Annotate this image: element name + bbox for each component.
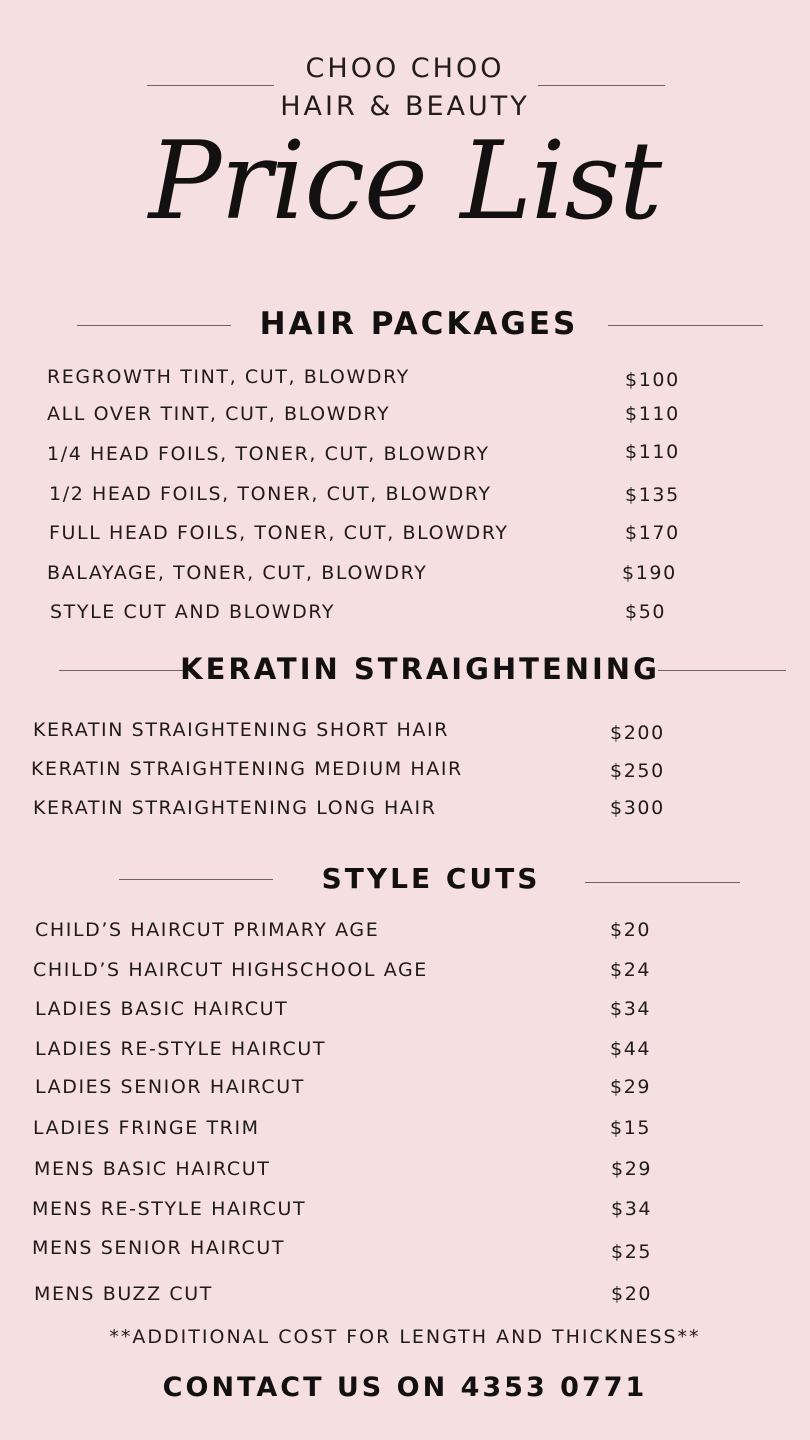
- price-item-name: KERATIN STRAIGHTENING LONG HAIR: [33, 797, 437, 819]
- price-item-price: $34: [610, 998, 652, 1020]
- price-item-price: $15: [610, 1117, 652, 1139]
- price-item-price: $300: [610, 797, 665, 819]
- price-item-price: $24: [610, 959, 652, 981]
- price-item-price: $25: [611, 1241, 653, 1263]
- section-title-keratin: KERATIN STRAIGHTENING: [180, 652, 660, 686]
- price-item-name: KERATIN STRAIGHTENING MEDIUM HAIR: [31, 758, 463, 780]
- price-item-price: $50: [625, 601, 667, 623]
- price-item-name: MENS BASIC HAIRCUT: [34, 1158, 271, 1180]
- price-item-name: LADIES RE-STYLE HAIRCUT: [35, 1038, 327, 1060]
- price-item-name: BALAYAGE, TONER, CUT, BLOWDRY: [47, 562, 428, 584]
- price-item-name: REGROWTH TINT, CUT, BLOWDRY: [47, 366, 410, 388]
- price-item-name: LADIES FRINGE TRIM: [33, 1117, 260, 1139]
- header-rule-right: [538, 85, 665, 86]
- price-item-price: $250: [610, 760, 665, 782]
- price-item-price: $100: [625, 369, 680, 391]
- price-item-name: KERATIN STRAIGHTENING SHORT HAIR: [33, 719, 450, 741]
- page-title: Price List: [148, 119, 662, 244]
- price-item-price: $20: [610, 919, 652, 941]
- additional-cost-note: **ADDITIONAL COST FOR LENGTH AND THICKNESS**: [109, 1326, 701, 1348]
- section-title-hair-packages: HAIR PACKAGES: [259, 306, 579, 342]
- section-title-style-cuts: STYLE CUTS: [321, 862, 541, 895]
- price-item-price: $110: [625, 403, 680, 425]
- price-item-price: $34: [611, 1198, 653, 1220]
- price-item-price: $20: [611, 1283, 653, 1305]
- price-item-price: $200: [610, 722, 665, 744]
- price-item-name: MENS RE-STYLE HAIRCUT: [32, 1198, 307, 1220]
- header-rule-left: [147, 85, 274, 86]
- price-item-name: LADIES SENIOR HAIRCUT: [35, 1076, 305, 1098]
- price-item-name: STYLE CUT AND BLOWDRY: [50, 601, 336, 623]
- brand-name: CHOO CHOO: [305, 53, 505, 84]
- price-item-name: ALL OVER TINT, CUT, BLOWDRY: [47, 403, 391, 425]
- price-item-price: $135: [625, 484, 680, 506]
- price-item-name: LADIES BASIC HAIRCUT: [35, 998, 289, 1020]
- price-item-price: $110: [625, 441, 680, 463]
- price-item-price: $29: [610, 1076, 652, 1098]
- price-item-name: MENS SENIOR HAIRCUT: [32, 1237, 286, 1259]
- price-item-name: FULL HEAD FOILS, TONER, CUT, BLOWDRY: [49, 522, 509, 544]
- contact-phone: CONTACT US ON 4353 0771: [162, 1372, 648, 1403]
- brand-subtitle: HAIR & BEAUTY: [280, 91, 530, 122]
- price-item-price: $190: [622, 562, 677, 584]
- price-item-name: CHILD’S HAIRCUT PRIMARY AGE: [35, 919, 380, 941]
- price-item-name: 1/2 HEAD FOILS, TONER, CUT, BLOWDRY: [49, 483, 492, 505]
- price-item-name: 1/4 HEAD FOILS, TONER, CUT, BLOWDRY: [47, 443, 490, 465]
- price-item-price: $29: [611, 1158, 653, 1180]
- price-item-price: $44: [610, 1038, 652, 1060]
- price-item-price: $170: [625, 522, 680, 544]
- price-item-name: MENS BUZZ CUT: [34, 1283, 213, 1305]
- price-item-name: CHILD’S HAIRCUT HIGHSCHOOL AGE: [33, 959, 428, 981]
